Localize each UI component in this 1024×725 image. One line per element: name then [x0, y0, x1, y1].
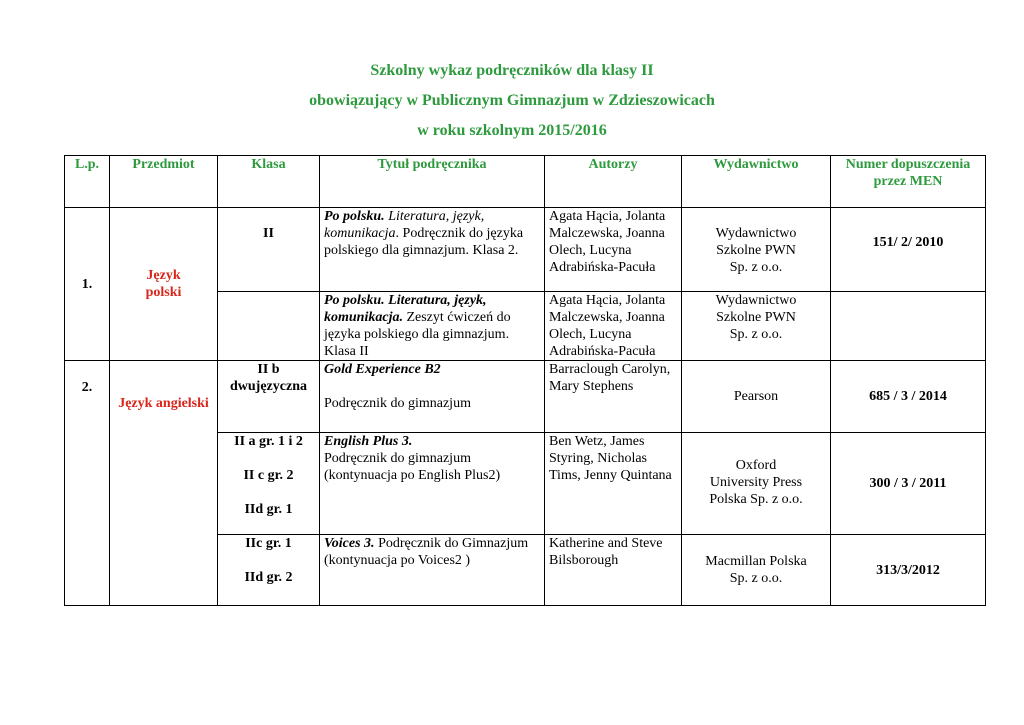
book-publisher: Wydawnictwo Szkolne PWN Sp. z o.o. — [682, 292, 831, 361]
row-class: IIc gr. 1 IId gr. 2 — [218, 535, 320, 606]
title-line-1: Szkolny wykaz podręczników dla klasy II — [370, 62, 654, 79]
table-row — [65, 361, 986, 433]
book-publisher: Oxford University Press Polska Sp. z o.o. — [682, 433, 831, 535]
row-subject: Język angielski — [110, 361, 218, 606]
row-subject: Język polski — [110, 208, 218, 361]
book-title: Gold Experience B2 Podręcznik do gimnazjum — [320, 361, 545, 433]
book-authors: Katherine and Steve Bilsborough — [545, 535, 682, 606]
book-authors: Agata Hącia, Jolanta Malczewska, Joanna Olech, Lucyna Adrabińska-Pacuła — [545, 208, 682, 292]
book-title: English Plus 3. Podręcznik do gimnazjum (kontynuacja po English Plus2) — [320, 433, 545, 535]
title-line-2: obowiązujący w Publicznym Gimnazjum w Zdzieszowicach — [309, 92, 715, 109]
book-authors: Barraclough Carolyn, Mary Stephens — [545, 361, 682, 433]
textbook-table — [64, 155, 986, 606]
header-class: Klasa — [218, 156, 320, 208]
document-title — [0, 56, 1024, 146]
header-subject: Przedmiot — [110, 156, 218, 208]
book-approval — [831, 292, 986, 361]
book-title: Po polsku. Literatura, język, komunikacja. Podręcznik do języka polskiego dla gimnazjum. Klasa 2. — [320, 208, 545, 292]
header-lp: L.p. — [65, 156, 110, 208]
book-approval: 313/3/2012 — [831, 535, 986, 606]
book-title: Voices 3. Podręcznik do Gimnazjum (kontynuacja po Voices2 ) — [320, 535, 545, 606]
row-class: II b dwujęzyczna — [218, 361, 320, 433]
row-lp: 2. — [65, 361, 110, 606]
book-approval: 151/ 2/ 2010 — [831, 208, 986, 292]
book-approval: 300 / 3 / 2011 — [831, 433, 986, 535]
header-title: Tytuł podręcznika — [320, 156, 545, 208]
book-publisher: Pearson — [682, 361, 831, 433]
row-class — [218, 292, 320, 361]
row-lp: 1. — [65, 208, 110, 361]
title-line-3: w roku szkolnym 2015/2016 — [417, 122, 607, 139]
book-publisher: Macmillan Polska Sp. z o.o. — [682, 535, 831, 606]
book-publisher: Wydawnictwo Szkolne PWN Sp. z o.o. — [682, 208, 831, 292]
row-class: II — [218, 208, 320, 292]
header-approval: Numer dopuszczenia przez MEN — [831, 156, 986, 208]
header-authors: Autorzy — [545, 156, 682, 208]
row-class: II a gr. 1 i 2 II c gr. 2 IId gr. 1 — [218, 433, 320, 535]
book-authors: Ben Wetz, James Styring, Nicholas Tims, Jenny Quintana — [545, 433, 682, 535]
book-title: Po polsku. Literatura, język, komunikacja. Zeszyt ćwiczeń do języka polskiego dla gimnazjum. Klasa II — [320, 292, 545, 361]
table-row — [65, 208, 986, 292]
header-publisher: Wydawnictwo — [682, 156, 831, 208]
book-approval: 685 / 3 / 2014 — [831, 361, 986, 433]
header-row — [65, 156, 986, 208]
book-authors: Agata Hącia, Jolanta Malczewska, Joanna Olech, Lucyna Adrabińska-Pacuła — [545, 292, 682, 361]
